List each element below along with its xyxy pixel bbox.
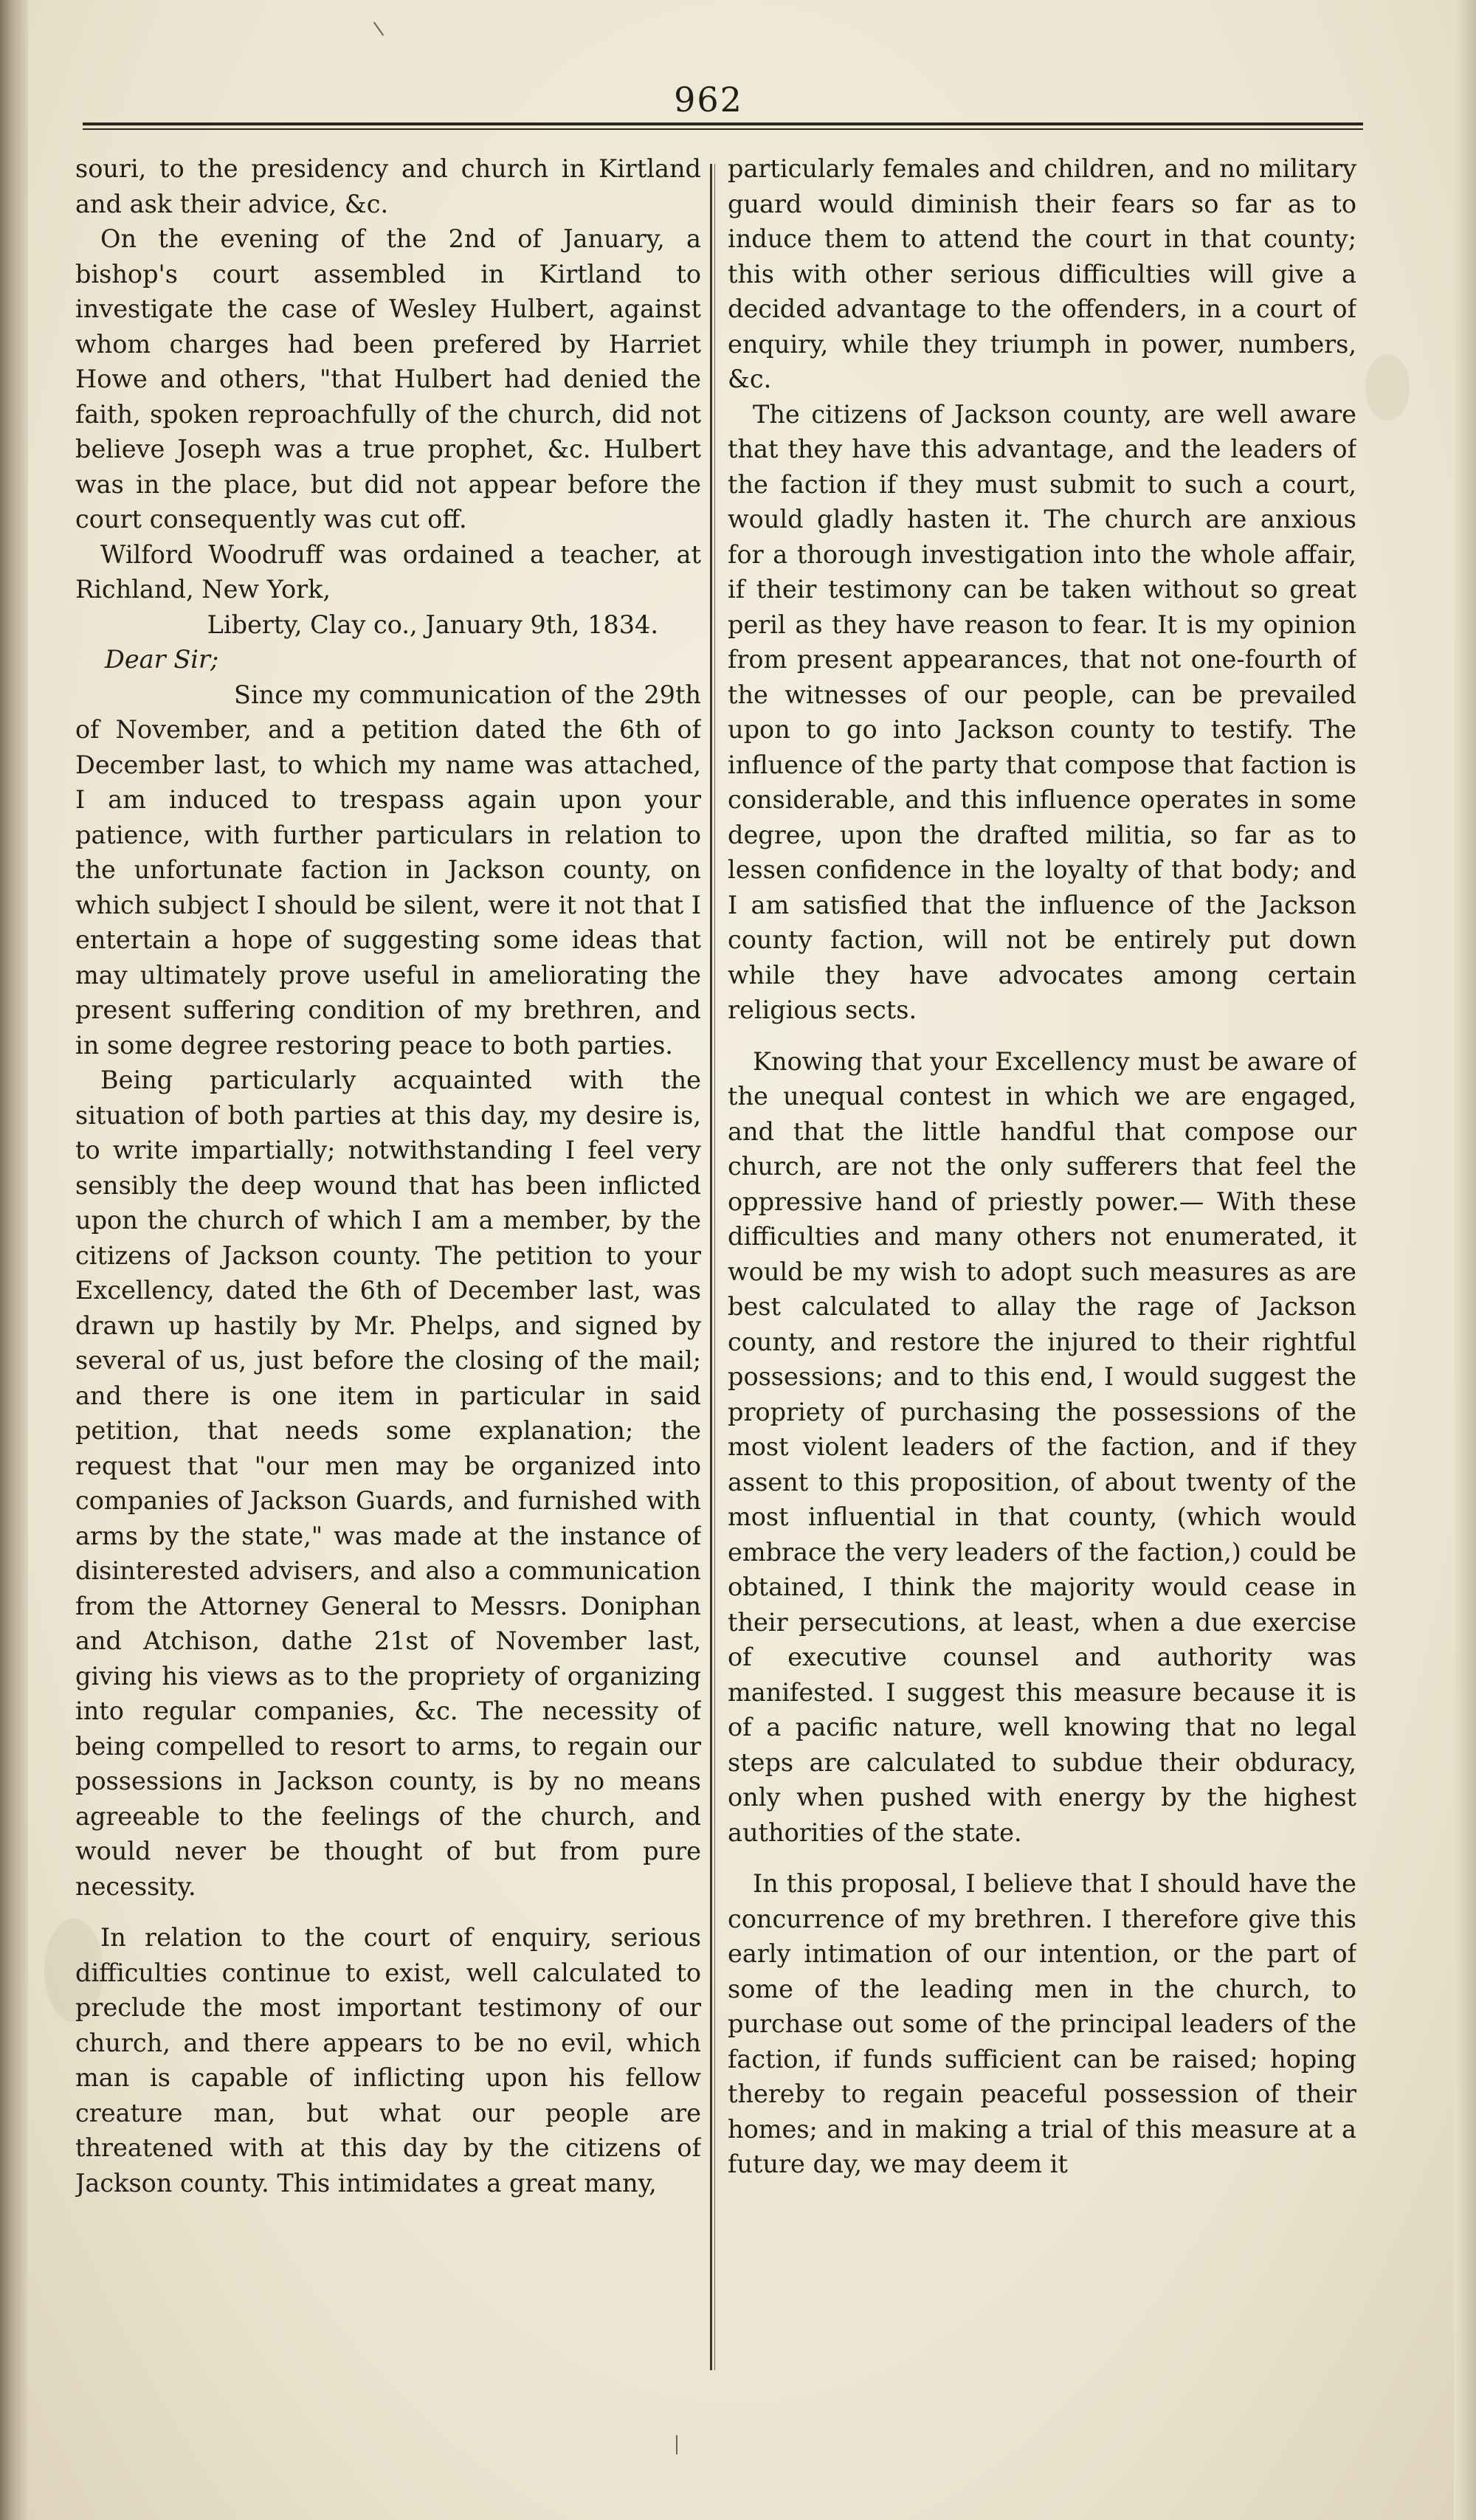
letter-salutation: Dear Sir; (105, 645, 219, 674)
paragraph: souri, to the presidency and church in Kirtland and ask their advice, &c. (75, 154, 701, 218)
paragraph: Being particularly acquainted with the situation of both parties at this day, my desire is, to write impartially; notwithstanding I feel very sensibly the deep wound that has been inflicted upon the church of which I am a member, by the citizens of Jackson county. The petition to your Excellency, dated the 6th of December last, was drawn up hastily by Mr. Phelps, and signed by several of us, just before the closing of the mail; and there is one item in particular in said petition, that needs some explanation; the request that "our men may be organized into companies of Jackson Guards, and furnished with arms by the state," was made at the instance of disinterested advisers, and also a communication from the Attorney General to Messrs. Doniphan and Atchison, dathe 21st of November last, giving his views as to the propriety of organizing into regular companies, &c. The necessity of being compelled to resort to arms, to regain our possessions in Jackson county, is by no means agreeable to the feelings of the church, and would never be thought of but from pure necessity. (75, 1066, 701, 1901)
page-edge-shadow (1454, 0, 1476, 2520)
header-rule-thin (83, 128, 1363, 130)
paragraph: Knowing that your Excellency must be aware of the unequal contest in which we are engaged, and that the little handful that compose our church, are not the only sufferers that feel the oppressive hand of priestly power.— With these difficulties and many others not enumerated, it would be my wish to adopt such measures as are best calculated to allay the rage of Jackson county, and restore the injured to their rightful possessions; and to this end, I would suggest the propriety of purchasing the possessions of the most violent leaders of the faction, and if they assent to this proposition, of about twenty of the most influential in that county, (which would embrace the very leaders of the faction,) could be obtained, I think the majority would cease in their persecutions, at least, when a due exercise of executive counsel and authority was manifested. I suggest this measure because it is of a pacific nature, well knowing that no legal steps are calculated to subdue their obduracy, only when pushed with energy by the highest authorities of the state. (728, 1046, 1356, 1847)
paragraph: Wilford Woodruff was ordained a teacher, at Richland, New York, (75, 539, 701, 604)
right-column (728, 151, 1356, 2372)
binding-edge (0, 0, 28, 2520)
column-divider-inner (714, 164, 715, 2370)
paragraph: In this proposal, I believe that I should have the concurrence of my brethren. I therefore give this early intimation of our intention, or the part of some of the leading men in the church, to purchase out some of the principal leaders of the faction, if funds sufficient can be raised; hoping thereby to regain peaceful possession of their homes; and in making a trial of this measure at a future day, we may deem it (728, 1869, 1356, 2178)
paragraph: On the evening of the 2nd of January, a bishop's court assembled in Kirtland to investigate the case of Wesley Hulbert, against whom charges had been prefered by Harriet Howe and others, "that Hulbert had denied the faith, spoken reproachfully of the church, did not believe Joseph was a true prophet, &c. Hulbert was in the place, but did not appear before the court consequently was cut off. (75, 224, 701, 534)
paper-stain (1365, 354, 1410, 421)
letter-dateline: Liberty, Clay co., January 9th, 1834. (207, 610, 658, 639)
paper-mark (373, 21, 384, 35)
paragraph: The citizens of Jackson county, are well aware that they have this advantage, and the leaders of the faction if they must submit to such a court, would gladly hasten it. The church are anxious for a thorough investigation into the whole affair, if their testimony can be taken without so great peril as they have reason to fear. It is my opinion from present appearances, that not one-fourth of the witnesses of our people, can be prevailed upon to go into Jackson county to testify. The influence of the party that compose that faction is considerable, and this influence operates in some degree, upon the drafted militia, so far as to lessen confidence in the loyalty of that body; and I am satisfied that the influence of the Jackson county faction, will not be entirely put down while they have advocates among certain religious sects. (728, 399, 1356, 1024)
paragraph: Since my communication of the 29th of November, and a petition dated the 6th of December last, to which my name was attached, I am induced to trespass again upon your patience, with further particulars in relation to the unfortunate faction in Jackson county, on which subject I should be silent, were it not that I entertain a hope of suggesting some ideas that may ultimately prove useful in ameliorating the present suffering condition of my brethren, and in some degree restoring peace to both parties. (75, 680, 701, 1060)
paragraph: particularly females and children, and no military guard would diminish their fears so far as to induce them to attend the court in that county; this with other serious difficulties will give a decided advantage to the offenders, in a court of enquiry, while they triumph in power, numbers, &c. (728, 154, 1356, 393)
header-rule (83, 122, 1363, 125)
page-number: 962 (674, 80, 743, 120)
paragraph: In relation to the court of enquiry, serious difficulties continue to exist, well calculated to preclude the most important testimony of our church, and there appears to be no evil, which man is capable of inflicting upon his fellow creature man, but what our people are threatened with at this day by the citizens of Jackson county. This intimidates a great many, (75, 1923, 701, 2198)
left-column (75, 151, 701, 2372)
paper-mark (676, 2435, 677, 2454)
column-divider (710, 164, 712, 2370)
